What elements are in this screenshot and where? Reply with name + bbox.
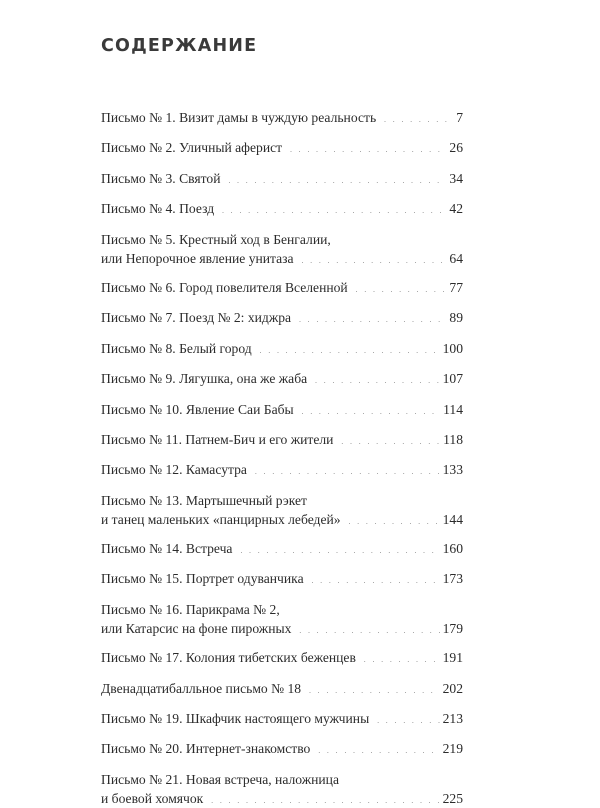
toc-page-number: 202 — [442, 680, 463, 696]
toc-entry-title: Письмо № 1. Визит дамы в чуждую реальность — [101, 110, 377, 125]
toc-entry-title: Письмо № 5. Крестный ход в Бенгалии, — [101, 231, 331, 247]
toc-page-number: 34 — [449, 170, 463, 186]
toc-entry-title: Письмо № 4. Поезд — [101, 201, 215, 217]
toc-page-number: 64 — [449, 250, 463, 266]
toc-entry[interactable] — [101, 679, 463, 698]
toc-page-number: 173 — [442, 571, 463, 587]
toc-entry-title: Письмо № 20. Интернет-знакомство — [101, 741, 311, 757]
toc-entry[interactable] — [101, 491, 463, 529]
toc-entry[interactable] — [101, 648, 463, 667]
toc-entry[interactable] — [101, 400, 463, 419]
toc-entry[interactable] — [101, 138, 463, 157]
toc-page-number: 107 — [442, 371, 463, 387]
toc-entry-title: Письмо № 2. Уличный аферист — [101, 140, 283, 156]
dot-leader — [299, 317, 446, 324]
dot-leader — [356, 287, 447, 294]
toc-entry[interactable] — [101, 460, 463, 479]
toc-page-number: 7 — [456, 110, 463, 125]
toc-page-number: 77 — [449, 279, 463, 295]
toc-page-number: 100 — [442, 340, 463, 356]
dot-leader — [240, 548, 439, 555]
toc-entry[interactable] — [101, 169, 463, 188]
toc-entry-title: Письмо № 16. Парикрама № 2, — [101, 601, 280, 617]
dot-leader — [384, 117, 453, 124]
toc-entry-title: Письмо № 6. Город повелителя Вселенной — [101, 279, 348, 295]
toc-entry[interactable] — [101, 199, 463, 218]
toc-page-number: 118 — [443, 431, 463, 447]
dot-leader — [349, 519, 440, 526]
dot-leader — [341, 439, 440, 446]
toc-entry-title: Письмо № 11. Патнем-Бич и его жители — [101, 431, 334, 447]
dot-leader — [290, 147, 446, 154]
toc-page-number: 133 — [442, 462, 463, 478]
dot-leader — [222, 208, 446, 215]
toc-entry-title: Письмо № 15. Портрет одуванчика — [101, 571, 304, 587]
toc-entry-title: Письмо № 19. Шкафчик настоящего мужчины — [101, 711, 370, 727]
toc-entry-title: Письмо № 17. Колония тибетских беженцев — [101, 650, 356, 666]
dot-leader — [302, 409, 440, 416]
dot-leader — [377, 718, 439, 725]
toc-entry-title: Письмо № 10. Явление Саи Бабы — [101, 401, 294, 417]
dot-leader — [318, 748, 439, 755]
toc-page-number: 191 — [442, 650, 463, 666]
dot-leader — [299, 628, 439, 635]
dot-leader — [228, 178, 446, 185]
toc-page-number: 42 — [449, 201, 463, 217]
toc-entry[interactable] — [101, 539, 463, 558]
dot-leader — [312, 578, 440, 585]
toc-entry[interactable] — [101, 770, 463, 808]
toc-entry-title: или Непорочное явление унитаза — [101, 250, 294, 266]
toc-entry[interactable] — [101, 230, 463, 268]
toc-entry-title: Письмо № 13. Мартышечный рэкет — [101, 492, 307, 508]
toc-entry-title: Письмо № 21. Новая встреча, наложница — [101, 771, 339, 787]
toc-entry[interactable] — [101, 108, 463, 127]
toc-entry[interactable] — [101, 278, 463, 297]
toc-page-number: 26 — [449, 140, 463, 156]
toc-page-number: 160 — [442, 541, 463, 557]
toc-entry-title: Письмо № 14. Встреча — [101, 541, 233, 557]
toc-page-number: 225 — [442, 790, 463, 806]
toc-entry[interactable] — [101, 600, 463, 638]
toc-page-number: 179 — [442, 620, 463, 636]
toc-entry-title: Письмо № 8. Белый город — [101, 340, 252, 356]
toc-entry-title: или Катарсис на фоне пирожных — [101, 620, 292, 636]
dot-leader — [211, 798, 439, 805]
dot-leader — [309, 688, 440, 695]
dot-leader — [315, 378, 439, 385]
toc-entry-title: и танец маленьких «панцирных лебедей» — [101, 511, 341, 527]
toc-page-number: 213 — [442, 711, 463, 727]
toc-page-number: 114 — [443, 401, 463, 417]
toc-entry[interactable] — [101, 339, 463, 358]
toc-entry-title: Двенадцатибалльное письмо № 18 — [101, 680, 302, 696]
table-of-contents — [101, 108, 463, 808]
dot-leader — [260, 348, 440, 355]
page-title: СОДЕРЖАНИЕ — [101, 36, 258, 56]
toc-entry[interactable] — [101, 308, 463, 327]
toc-entry[interactable] — [101, 569, 463, 588]
dot-leader — [255, 469, 440, 476]
toc-page-number: 219 — [442, 741, 463, 757]
toc-entry-title: Письмо № 7. Поезд № 2: хиджра — [101, 310, 292, 326]
dot-leader — [364, 657, 440, 664]
toc-entry[interactable] — [101, 430, 463, 449]
toc-entry-title: Письмо № 9. Лягушка, она же жаба — [101, 371, 308, 387]
toc-entry[interactable] — [101, 739, 463, 758]
toc-entry-title: Письмо № 3. Святой — [101, 170, 221, 186]
dot-leader — [302, 258, 447, 265]
toc-entry-title: и боевой хомячок — [101, 790, 204, 806]
toc-entry[interactable] — [101, 709, 463, 728]
toc-entry-title: Письмо № 12. Камасутра — [101, 462, 247, 478]
toc-entry[interactable] — [101, 369, 463, 388]
toc-page-number: 89 — [449, 310, 463, 326]
toc-page-number: 144 — [442, 511, 463, 527]
